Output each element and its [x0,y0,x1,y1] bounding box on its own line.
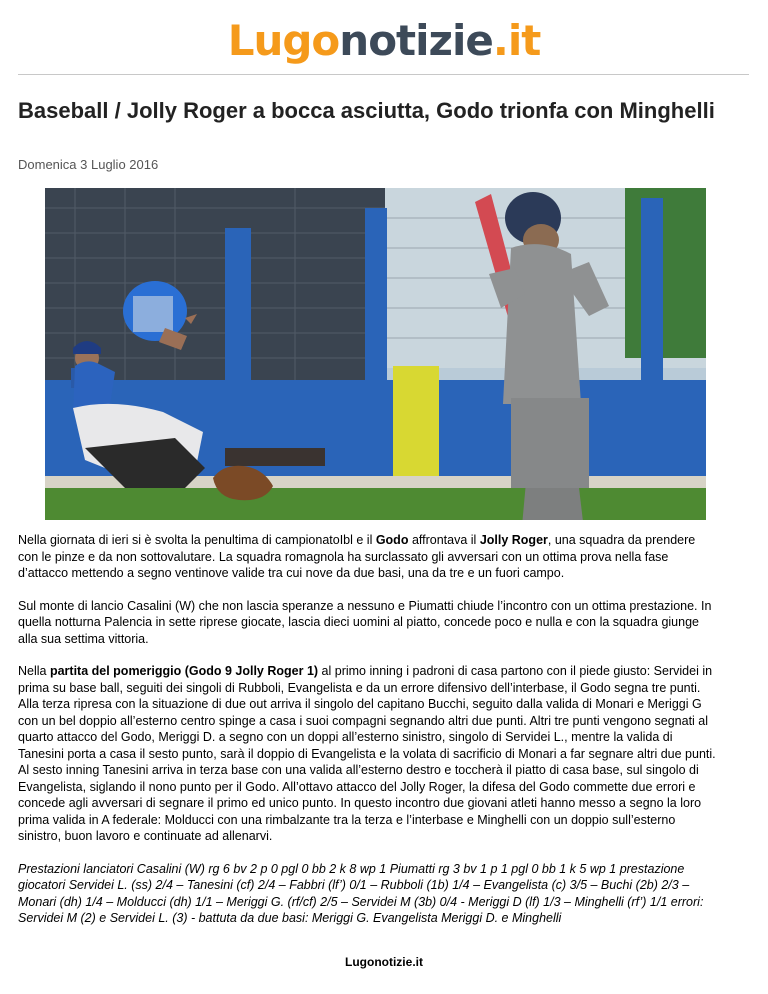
article-title: Baseball / Jolly Roger a bocca asciutta, Godo trionfa con Minghelli [18,98,715,123]
article-paragraph-stats: Prestazioni lanciatori Casalini (W) rg 6 bv 2 p 0 pgl 0 bb 2 k 8 wp 1 Piumatti rg 3 bv 1 p 1 pgl 0 bb 1 k 5 wp 1 prestazione giocatori Servidei L. (ss) 2/4 – Tanesini (cf) 2/4 – Fabbri (lf’) 0/1 – Rubboli (1b) 1/4 – Evangelista (c) 3/5 – Buchi (2b) 2/3 – Monari (dh) 1/4 – Molducci (dh) 1/1 – Meriggi G. (rf/cf) 2/5 – Servidei M (3b) 0/4 - Meriggi D (lf) 1/3 – Minghelli (rf’) 1/1 errori: Servidei M (2) e Servidei L. (3) - battuta da due basi: Meriggi G. Evangelista Meriggi D. e Minghelli [18,861,704,925]
text-run: Nella [18,664,50,678]
team-name-godo: Godo [375,533,409,547]
page-footer: Lugonotizie.it [345,955,423,969]
logo-part-lugo: Lugo [227,16,340,65]
article-paragraph-1 [18,532,718,582]
site-masthead [0,8,768,74]
team-name-jolly-roger: Jolly Roger [479,533,548,547]
text-run: , una squadra da prendere con le pinze e da non sottovalutare. La squadra romagnola ha surclassato gli avversari con un ottima prova nella fase d’attacco mettendo a segno ventinove valide tra cui nove da due basi, una da tre e un fuori campo. [18,533,696,580]
article-date: Domenica 3 Luglio 2016 [18,157,159,172]
article-body [18,532,718,943]
text-run: al primo inning i padroni di casa partono con il piede giusto: Servidei in prima su base ball, seguiti dei singoli di Rubboli, Evangelista e da un errore difensivo dell’interbase, il Godo segna tre punti. Alla terza ripresa con la situazione di due out arriva il singolo del capitano Bucchi, seguito dalla valida di Monari e Meriggi G con un bel doppio all’esterno centro spinge a casa i suoi compagni segnando altri due punti. Altri tre punti vengono segnati al quarto attacco del Godo, Meriggi D. a segno con un doppi all’esterno sinistro, singolo di Servidei L., mentre la valida di Tanesini porta a casa il sesto punto, sarà il doppio di Evangelista e la volata di sacrificio di Monari a far segnare altri due punti. Al sesto inning Tanesini arriva in terza base con una valida all’esterno destro e toccherà il piatto di casa base, sul singolo di Evangelista, siglando il nono punto per il Godo. All’ottavo attacco del Jolly Roger, la difesa del Godo commette due errori e concede agli avversari di segnare il primo ed unico punto. In questo incontro due giovani atleti hanno messo a segno la loro prima valida in A federale: Molducci con una rimbalzante tra la terza e l’interbase e Minghelli con un doppio sull’esterno sinistro, buon lavoro e continuate ad allenarvi. [18,664,716,843]
article-photo [45,188,706,520]
article-paragraph-3 [18,663,718,845]
text-run: affrontava il [408,533,480,547]
baseball-game-photo [45,188,706,520]
match-score-highlight: partita del pomeriggio (Godo 9 Jolly Roger 1) [49,664,319,678]
logo-part-domain: .it [492,16,541,65]
article-paragraph-2: Sul monte di lancio Casalini (W) che non lascia speranze a nessuno e Piumatti chiude l’incontro con un ottima prestazione. In quella notturna Palencia in sette riprese giocate, lascia dieci uomini al piatto, concede poco e nulla e con la squadra giunge alla sua settima vittoria. [18,598,712,646]
site-logo[interactable] [228,8,541,74]
logo-part-notizie: notizie [339,16,493,65]
header-divider [18,74,749,75]
text-run: Nella giornata di ieri si è svolta la penultima di campionatoIbl e il [18,533,376,547]
